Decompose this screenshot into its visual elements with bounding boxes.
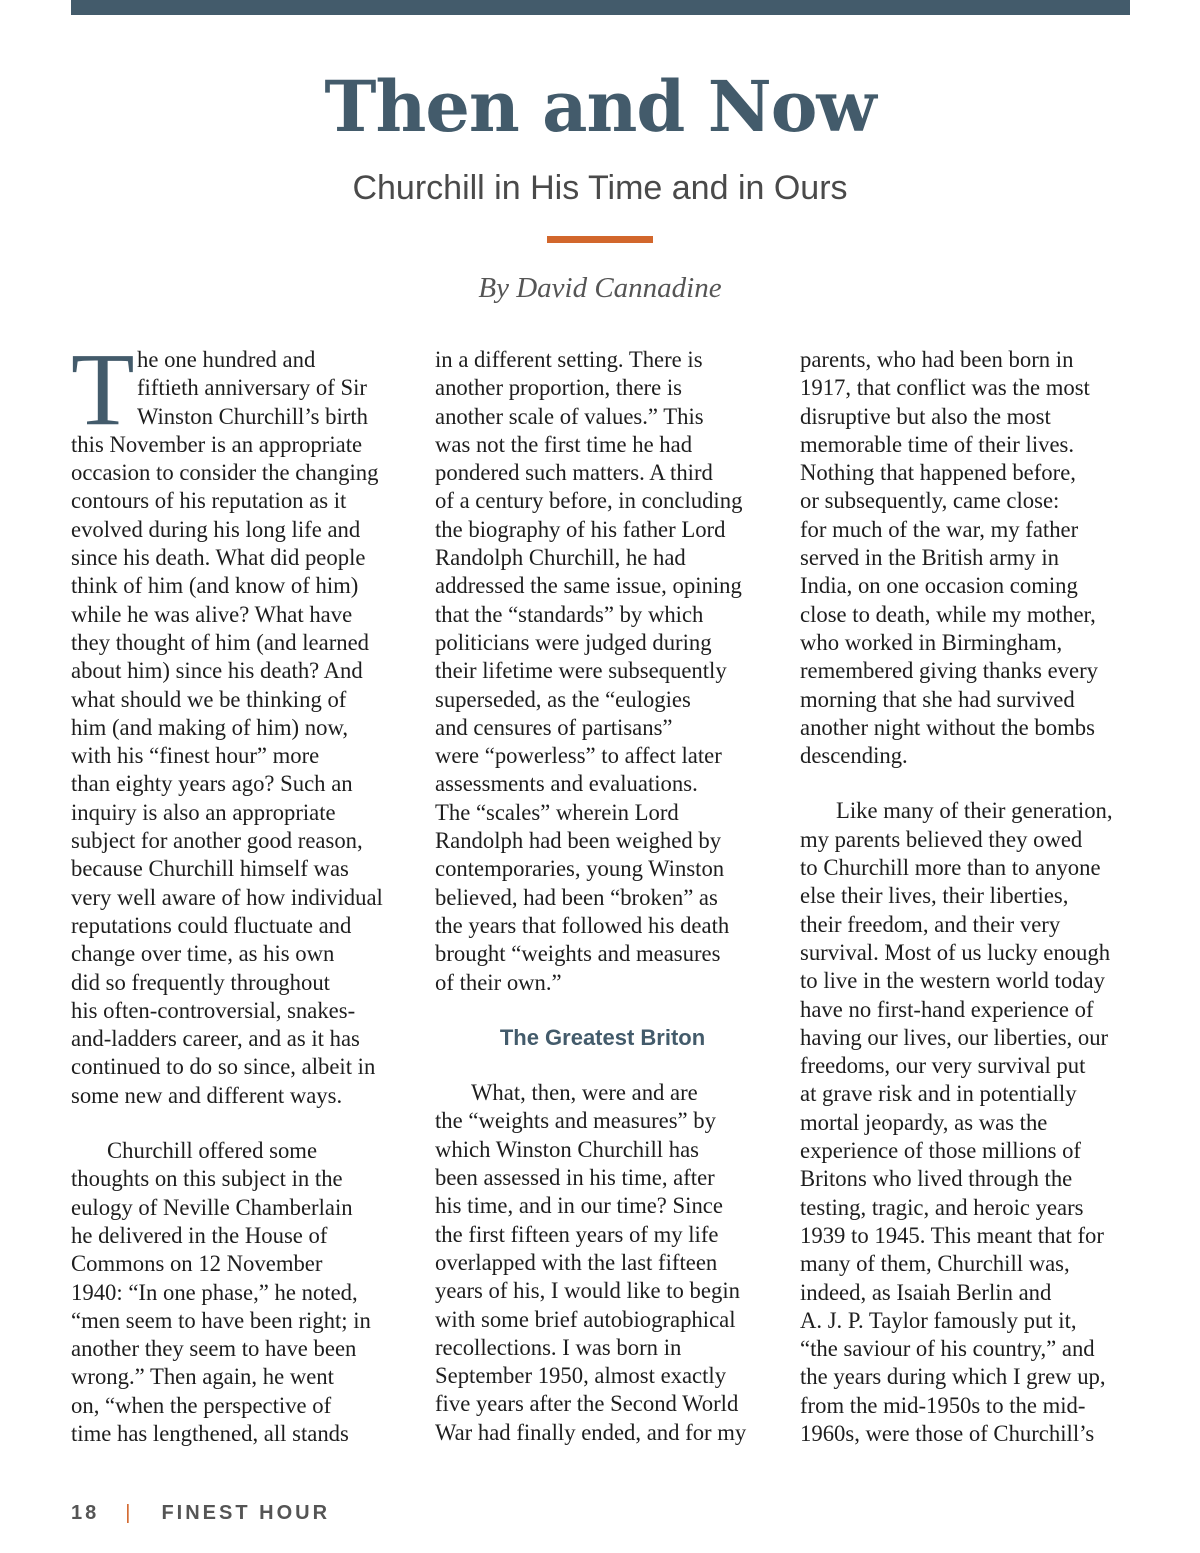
page-footer	[71, 1499, 330, 1527]
text-line: Nothing that happened before,	[800, 460, 1076, 486]
text-line: were “powerless” to affect later	[435, 743, 722, 769]
text-line: five years after the Second World	[435, 1391, 739, 1417]
paragraph-gap	[800, 770, 1135, 797]
text-line: their freedom, and their very	[800, 911, 1061, 937]
text-line: morning that she had survived	[800, 686, 1075, 712]
text-line: served in the British army in	[800, 545, 1059, 571]
publication-name: FINEST HOUR	[161, 1502, 331, 1524]
column-1-lines	[71, 332, 411, 1448]
text-line: change over time, as his own	[71, 941, 335, 967]
text-line: to Churchill more than to anyone	[800, 855, 1101, 881]
text-line: he delivered in the House of	[71, 1222, 328, 1248]
text-line: evolved during his long life and	[71, 516, 361, 542]
text-column-2	[435, 346, 780, 1447]
text-line: the biography of his father Lord	[435, 516, 726, 542]
text-line: the years that followed his death	[435, 912, 730, 938]
text-line: reputations could fluctuate and	[71, 912, 352, 938]
text-line: “men seem to have been right; in	[71, 1307, 371, 1333]
text-line: wrong.” Then again, he went	[71, 1364, 334, 1390]
text-line: some new and different ways.	[71, 1082, 343, 1108]
text-line: having our lives, our liberties, our	[800, 1024, 1109, 1050]
text-line: the “weights and measures” by	[435, 1108, 716, 1134]
column-2-lines-top	[435, 346, 780, 997]
text-line: him (and making of him) now,	[71, 714, 349, 740]
top-color-bar	[71, 0, 1130, 15]
drop-cap: T	[71, 332, 135, 447]
text-line: another scale of values.” This	[435, 403, 704, 429]
text-line: Winston Churchill’s birth	[137, 403, 368, 429]
byline: By David Cannadine	[478, 272, 722, 304]
text-line: memorable time of their lives.	[800, 431, 1075, 457]
paragraph-gap	[435, 997, 780, 1024]
text-line: about him) since his death? And	[71, 658, 363, 684]
text-line: War had finally ended, and for my	[435, 1419, 747, 1445]
text-line: on, “when the perspective of	[71, 1392, 332, 1418]
text-line: or subsequently, came close:	[800, 488, 1060, 514]
text-column-3	[800, 346, 1135, 1448]
text-line: 1939 to 1945. This meant that for	[800, 1222, 1104, 1248]
text-line: what should we be thinking of	[71, 686, 347, 712]
text-line: which Winston Churchill has	[435, 1136, 699, 1162]
text-line: occasion to consider the changing	[71, 460, 379, 486]
text-line: who worked in Birmingham,	[800, 629, 1063, 655]
text-line: pondered such matters. A third	[435, 460, 713, 486]
page-number: 18	[71, 1502, 100, 1524]
text-line: with some brief autobiographical	[435, 1306, 736, 1332]
text-line: brought “weights and measures	[435, 941, 721, 967]
text-line: experience of those millions of	[800, 1138, 1081, 1164]
text-line: Britons who lived through the	[800, 1166, 1073, 1192]
text-line: descending.	[800, 743, 908, 769]
text-line	[71, 1110, 411, 1137]
article-subtitle: Churchill in His Time and in Ours	[352, 169, 848, 207]
accent-rule	[547, 236, 653, 243]
text-line: another they seem to have been	[71, 1336, 357, 1362]
text-line: remembered giving thanks every	[800, 658, 1098, 684]
article-title: Then and Now	[324, 65, 876, 148]
column-3-lines-top	[800, 346, 1135, 770]
text-line: The “scales” wherein Lord	[435, 799, 679, 825]
text-line: another night without the bombs	[800, 714, 1095, 740]
text-line: in a different setting. There is	[435, 347, 703, 372]
text-line: inquiry is also an appropriate	[71, 799, 336, 825]
text-line: with his “finest hour” more	[71, 743, 320, 769]
text-line: survival. Most of us lucky enough	[800, 939, 1111, 965]
section-subhead: The Greatest Briton	[499, 1024, 706, 1050]
text-line: 1940: “In one phase,” he noted,	[71, 1279, 358, 1305]
text-line: and censures of partisans”	[435, 714, 673, 740]
text-line: very well aware of how individual	[71, 884, 383, 910]
text-line: while he was alive? What have	[71, 601, 353, 627]
text-column-1	[71, 332, 411, 1448]
text-line: years of his, I would like to begin	[435, 1278, 740, 1304]
text-line: recollections. I was born in	[435, 1334, 682, 1360]
text-line: India, on one occasion coming	[800, 573, 1078, 599]
text-line: believed, had been “broken” as	[435, 884, 718, 910]
text-line: contours of his reputation as it	[71, 488, 347, 514]
text-line: freedoms, our very survival put	[800, 1053, 1086, 1079]
text-line: What, then, were and are	[471, 1080, 698, 1106]
text-line: September 1950, almost exactly	[435, 1363, 727, 1389]
text-line: of a century before, in concluding	[435, 488, 743, 514]
text-line: indeed, as Isaiah Berlin and	[800, 1279, 1052, 1305]
text-line: superseded, as the “eulogies	[435, 686, 691, 712]
text-line: testing, tragic, and heroic years	[800, 1194, 1084, 1220]
text-line: contemporaries, young Winston	[435, 856, 725, 882]
column-2-lines-bottom	[435, 1079, 780, 1447]
text-line: many of them, Churchill was,	[800, 1251, 1070, 1277]
text-line: Churchill offered some	[107, 1138, 318, 1164]
text-line: have no first-hand experience of	[800, 996, 1094, 1022]
paragraph-gap	[435, 1052, 780, 1079]
text-line: than eighty years ago? Such an	[71, 771, 353, 797]
text-line: continued to do so since, albeit in	[71, 1054, 376, 1080]
text-line: and-ladders career, and as it has	[71, 1026, 360, 1052]
text-line: this November is an appropriate	[71, 431, 363, 457]
column-3-lines-bottom	[800, 797, 1135, 1448]
text-line: A. J. P. Taylor famously put it,	[800, 1307, 1077, 1333]
text-line: since his death. What did people	[71, 545, 366, 571]
text-line: their lifetime were subsequently	[435, 658, 727, 684]
text-line: subject for another good reason,	[71, 828, 363, 854]
text-line: Commons on 12 November	[71, 1251, 323, 1277]
text-line: to live in the western world today	[800, 968, 1105, 994]
text-line: his often-controversial, snakes-	[71, 997, 356, 1023]
text-line: mortal jeopardy, as was the	[800, 1109, 1048, 1135]
text-line: the years during which I grew up,	[800, 1364, 1106, 1390]
text-line: of their own.”	[435, 969, 562, 995]
text-line: from the mid-1950s to the mid-	[800, 1392, 1086, 1418]
text-line: they thought of him (and learned	[71, 629, 370, 655]
text-line: politicians were judged during	[435, 629, 712, 655]
text-line: disruptive but also the most	[800, 403, 1051, 429]
text-line: fiftieth anniversary of Sir	[137, 375, 367, 401]
text-line: else their lives, their liberties,	[800, 883, 1069, 909]
text-line: overlapped with the last fifteen	[435, 1249, 718, 1275]
text-line: did so frequently throughout	[71, 969, 330, 995]
text-line: because Churchill himself was	[71, 856, 349, 882]
text-line: his time, and in our time? Since	[435, 1193, 723, 1219]
text-line: been assessed in his time, after	[435, 1165, 715, 1191]
text-line: for much of the war, my father	[800, 516, 1079, 542]
text-line: that the “standards” by which	[435, 601, 704, 627]
text-line: think of him (and know of him)	[71, 573, 359, 599]
text-line: was not the first time he had	[435, 431, 693, 457]
footer-separator: |	[125, 1502, 134, 1524]
text-line: 1917, that conflict was the most	[800, 375, 1090, 401]
text-line: he one hundred and	[137, 347, 316, 372]
text-line: the first fifteen years of my life	[435, 1221, 719, 1247]
text-line: “the saviour of his country,” and	[800, 1336, 1095, 1362]
text-line: eulogy of Neville Chamberlain	[71, 1194, 353, 1220]
text-line: 1960s, were those of Churchill’s	[800, 1420, 1095, 1446]
text-line: Randolph Churchill, he had	[435, 545, 686, 571]
text-line: addressed the same issue, opining	[435, 573, 742, 599]
text-line: Like many of their generation,	[836, 798, 1113, 824]
text-line: my parents believed they owed	[800, 826, 1083, 852]
text-line: at grave risk and in potentially	[800, 1081, 1077, 1107]
text-line: close to death, while my mother,	[800, 601, 1096, 627]
text-line: thoughts on this subject in the	[71, 1166, 343, 1192]
text-line: time has lengthened, all stands	[71, 1420, 349, 1446]
text-line: assessments and evaluations.	[435, 771, 698, 797]
text-line: Randolph had been weighed by	[435, 828, 722, 854]
text-line: parents, who had been born in	[800, 347, 1074, 372]
text-line: another proportion, there is	[435, 375, 682, 401]
